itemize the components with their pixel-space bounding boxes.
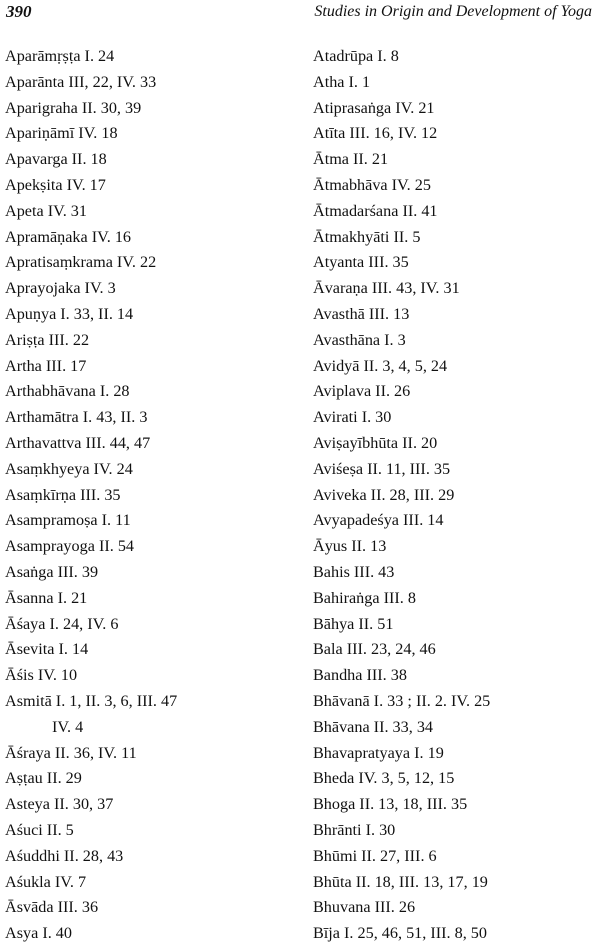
index-entry <box>5 276 295 302</box>
index-entry <box>5 534 295 560</box>
index-entry <box>5 199 295 225</box>
index-entry-text: Asaṃkhyeya IV. 24 <box>5 459 133 478</box>
index-entry-text: Arthamātra I. 43, II. 3 <box>5 408 148 427</box>
index-entry-text: Asaṅga III. 39 <box>5 562 99 581</box>
index-entry-text: Aparigraha II. 30, 39 <box>5 98 142 117</box>
index-entry <box>313 534 598 560</box>
index-entry <box>313 870 598 896</box>
index-entry <box>5 405 295 431</box>
index-entry-text: Asampramoṣa I. 11 <box>5 511 131 530</box>
index-entry-text: Āsanna I. 21 <box>5 588 88 607</box>
index-entry-text: Apuṇya I. 33, II. 14 <box>5 304 134 323</box>
index-entry-text: Arthabhāvana I. 28 <box>5 382 130 401</box>
index-entry-continuation: IV. 4 <box>52 717 84 736</box>
index-entry-text: Apariṇāmī IV. 18 <box>5 124 118 143</box>
index-entry <box>313 895 598 921</box>
index-entry-text: Atyanta III. 35 <box>313 253 409 272</box>
index-entry <box>313 508 598 534</box>
index-entry <box>5 354 295 380</box>
page-header <box>6 2 592 24</box>
index-entry <box>313 766 598 792</box>
index-entry <box>5 741 295 767</box>
index-entry <box>313 560 598 586</box>
index-entry <box>5 70 295 96</box>
index-entry-text: Aśuci II. 5 <box>5 820 74 839</box>
index-entry <box>5 457 295 483</box>
index-entry <box>5 844 295 870</box>
index-entry-text: Āvaraṇa III. 43, IV. 31 <box>313 279 460 298</box>
index-entry-text: Āsvāda III. 36 <box>5 898 99 917</box>
index-entry-text: Asmitā I. 1, II. 3, 6, III. 47 <box>5 691 178 710</box>
page-number: 390 <box>6 2 32 21</box>
index-entry <box>313 689 598 715</box>
index-entry <box>5 379 295 405</box>
index-entry-text: Bahis III. 43 <box>313 562 395 581</box>
index-entry-text: Āśaya I. 24, IV. 6 <box>5 614 119 633</box>
index-entry-text: Bhūta II. 18, III. 13, 17, 19 <box>313 872 488 891</box>
index-entry-text: Bhāvana II. 33, 34 <box>313 717 434 736</box>
index-entry <box>5 147 295 173</box>
index-entry <box>5 173 295 199</box>
index-entry <box>5 766 295 792</box>
index-entry-text: Asteya II. 30, 37 <box>5 795 114 814</box>
index-entry-text: Asya I. 40 <box>5 924 72 943</box>
index-entry <box>5 302 295 328</box>
index-entry-text: Atīta III. 16, IV. 12 <box>313 124 438 143</box>
index-entry <box>313 302 598 328</box>
index-entry-text: Asaṃkīrṇa III. 35 <box>5 485 121 504</box>
index-entry-text: Avirati I. 30 <box>313 408 392 427</box>
index-entry-text: Apramāṇaka IV. 16 <box>5 227 132 246</box>
index-entry <box>5 612 295 638</box>
index-entry-text: Aparānta III, 22, IV. 33 <box>5 72 157 91</box>
index-entry-text: Ātmadarśana II. 41 <box>313 201 438 220</box>
index-entry <box>313 741 598 767</box>
index-entry <box>5 921 295 947</box>
index-entry <box>313 612 598 638</box>
index-entry-text: Aprayojaka IV. 3 <box>5 279 116 298</box>
index-entry <box>313 637 598 663</box>
index-entry <box>5 818 295 844</box>
index-entry-text: Aṣṭau II. 29 <box>5 769 82 788</box>
index-entry-text: Apekṣita IV. 17 <box>5 175 106 194</box>
index-entry <box>313 921 598 947</box>
index-entry-text: Bhoga II. 13, 18, III. 35 <box>313 795 468 814</box>
index-entry <box>313 147 598 173</box>
index-entry <box>5 44 295 70</box>
index-entry-text: Aśukla IV. 7 <box>5 872 87 891</box>
index-entry-text: Ātmabhāva IV. 25 <box>313 175 431 194</box>
index-entry-text: Avasthāna I. 3 <box>313 330 406 349</box>
index-entry-text: Bīja I. 25, 46, 51, III. 8, 50 <box>313 924 487 943</box>
index-entry <box>313 431 598 457</box>
index-entry-text: Āyus II. 13 <box>313 537 387 556</box>
index-entry-text: Atadrūpa I. 8 <box>313 47 399 65</box>
index-entry <box>313 225 598 251</box>
index-entry <box>313 715 598 741</box>
index-entry <box>5 508 295 534</box>
index-entry-text: Bhāvanā I. 33 ; II. 2. IV. 25 <box>313 691 491 710</box>
index-entry <box>5 328 295 354</box>
index-entry <box>5 225 295 251</box>
index-entry-text: Ātmakhyāti II. 5 <box>313 227 421 246</box>
index-entry <box>313 276 598 302</box>
index-entry <box>313 70 598 96</box>
index-entry <box>313 405 598 431</box>
index-entry-text: Aviśeṣa II. 11, III. 35 <box>313 459 451 478</box>
index-entry <box>313 173 598 199</box>
index-entry-text: Bahiraṅga III. 8 <box>313 588 416 607</box>
index-entry <box>5 689 295 741</box>
index-entry <box>313 96 598 122</box>
index-entry-text: Avyapadeśya III. 14 <box>313 511 444 530</box>
index-entry <box>5 586 295 612</box>
index-entry-text: Ātma II. 21 <box>313 150 389 169</box>
index-entry-text: Aśuddhi II. 28, 43 <box>5 846 124 865</box>
index-entry <box>313 457 598 483</box>
index-entry <box>5 431 295 457</box>
index-entry <box>5 483 295 509</box>
index-entry <box>5 792 295 818</box>
index-entry <box>313 483 598 509</box>
index-entry-text: Bhrānti I. 30 <box>313 820 396 839</box>
index-entry-text: Bāhya II. 51 <box>313 614 394 633</box>
index-entry <box>313 44 598 70</box>
index-entry <box>313 354 598 380</box>
index-entry <box>313 199 598 225</box>
index-entry <box>313 250 598 276</box>
index-entry <box>313 844 598 870</box>
index-entry-text: Apavarga II. 18 <box>5 150 107 169</box>
index-entry-text: Aviṣayībhūta II. 20 <box>313 433 438 452</box>
index-entry <box>5 895 295 921</box>
running-title: Studies in Origin and Development of Yoga <box>314 3 592 20</box>
index-entry-text: Aviveka II. 28, III. 29 <box>313 485 455 504</box>
index-entry <box>5 250 295 276</box>
index-entry-text: Aviplava II. 26 <box>313 382 411 401</box>
index-entry <box>5 870 295 896</box>
index-entry <box>313 379 598 405</box>
index-entry-text: Artha III. 17 <box>5 356 87 375</box>
index-entry-text: Atha I. 1 <box>313 72 371 91</box>
index-entry-text: Āśraya II. 36, IV. 11 <box>5 743 137 762</box>
index-entry-text: Asamprayoga II. 54 <box>5 537 135 556</box>
index-column-right <box>313 44 598 947</box>
index-entry <box>5 663 295 689</box>
index-entry-text: Ariṣṭa III. 22 <box>5 330 90 349</box>
index-entry-text: Avasthā III. 13 <box>313 304 410 323</box>
index-entry-text: Bhavapratyaya I. 19 <box>313 743 444 762</box>
index-entry <box>313 818 598 844</box>
index-entry-text: Bhūmi II. 27, III. 6 <box>313 846 437 865</box>
index-entry-text: Bhuvana III. 26 <box>313 898 416 917</box>
index-entry-text: Bandha III. 38 <box>313 666 407 685</box>
index-entry-text: Āsevita I. 14 <box>5 640 89 659</box>
index-entry <box>5 560 295 586</box>
index-entry-text: Aparāmṛṣṭa I. 24 <box>5 47 115 65</box>
index-entry-text: Arthavattva III. 44, 47 <box>5 433 151 452</box>
index-entry <box>313 792 598 818</box>
index-entry-text: Apratisaṃkrama IV. 22 <box>5 253 157 272</box>
index-entry <box>5 121 295 147</box>
index-entry-text: Āśis IV. 10 <box>5 666 78 685</box>
index-column-left <box>5 44 295 947</box>
index-entry <box>5 96 295 122</box>
index-entry-text: Apeta IV. 31 <box>5 201 87 220</box>
index-entry <box>313 663 598 689</box>
index-entry <box>313 121 598 147</box>
index-entry <box>313 586 598 612</box>
index-entry-text: Bheda IV. 3, 5, 12, 15 <box>313 769 455 788</box>
index-entry-text: Avidyā II. 3, 4, 5, 24 <box>313 356 448 375</box>
index-entry-text: Bala III. 23, 24, 46 <box>313 640 436 659</box>
index-entry <box>313 328 598 354</box>
index-entry <box>5 637 295 663</box>
index-entry-text: Atiprasaṅga IV. 21 <box>313 98 435 117</box>
